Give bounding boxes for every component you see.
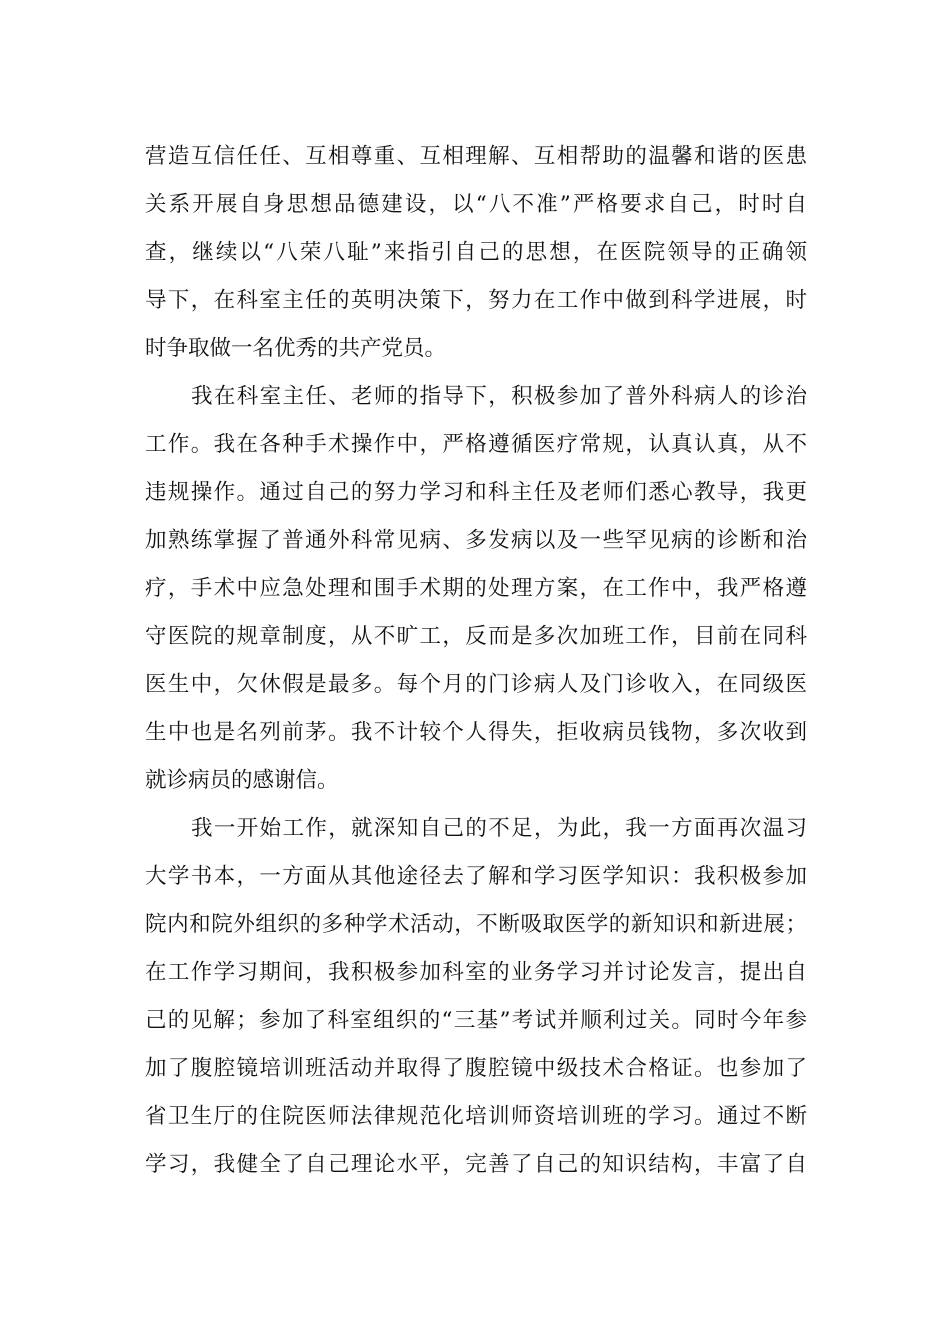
text-line: 生中也是名列前茅。我不计较个人得失，拒收病员钱物，多次收到 xyxy=(145,720,807,745)
text-line: 营造互信任任、互相尊重、互相理解、互相帮助的温馨和谐的医患 xyxy=(145,144,807,169)
paragraph-3 xyxy=(145,805,807,1189)
text-line: 工作。我在各种手术操作中，严格遵循医疗常规，认真认真，从不 xyxy=(145,432,807,457)
text-line: 我在科室主任、老师的指导下，积极参加了普外科病人的诊治 xyxy=(191,384,807,409)
text-line: 己的见解；参加了科室组织的“三基”考试并顺利过关。同时今年参 xyxy=(145,1008,807,1033)
text-line: 学习，我健全了自己理论水平，完善了自己的知识结构，丰富了自 xyxy=(145,1152,807,1177)
text-line: 时争取做一名优秀的共产党员。 xyxy=(145,336,447,361)
text-line: 我一开始工作，就深知自己的不足，为此，我一方面再次温习 xyxy=(191,816,807,841)
text-line: 就诊病员的感谢信。 xyxy=(145,768,339,793)
text-line: 省卫生厅的住院医师法律规范化培训师资培训班的学习。通过不断 xyxy=(145,1104,807,1129)
paragraph-2 xyxy=(145,373,807,805)
text-line: 医生中，欠休假是最多。每个月的门诊病人及门诊收入，在同级医 xyxy=(145,672,807,697)
paragraph-1 xyxy=(145,133,807,373)
text-line: 导下，在科室主任的英明决策下，努力在工作中做到科学进展，时 xyxy=(145,288,807,313)
text-line: 疗，手术中应急处理和围手术期的处理方案，在工作中，我严格遵 xyxy=(145,576,807,601)
text-line: 查，继续以“八荣八耻”来指引自己的思想，在医院领导的正确领 xyxy=(145,240,807,265)
text-line: 院内和院外组织的多种学术活动，不断吸取医学的新知识和新进展； xyxy=(145,912,807,937)
text-line: 在工作学习期间，我积极参加科室的业务学习并讨论发言，提出自 xyxy=(145,960,807,985)
document-body xyxy=(145,133,807,1189)
text-line: 加了腹腔镜培训班活动并取得了腹腔镜中级技术合格证。也参加了 xyxy=(145,1056,807,1081)
text-line: 违规操作。通过自己的努力学习和科主任及老师们悉心教导，我更 xyxy=(145,480,807,505)
text-line: 守医院的规章制度，从不旷工，反而是多次加班工作，目前在同科 xyxy=(145,624,807,649)
text-line: 加熟练掌握了普通外科常见病、多发病以及一些罕见病的诊断和治 xyxy=(145,528,807,553)
text-line: 大学书本，一方面从其他途径去了解和学习医学知识：我积极参加 xyxy=(145,864,807,889)
text-line: 关系开展自身思想品德建设，以“八不准”严格要求自己，时时自 xyxy=(145,192,807,217)
